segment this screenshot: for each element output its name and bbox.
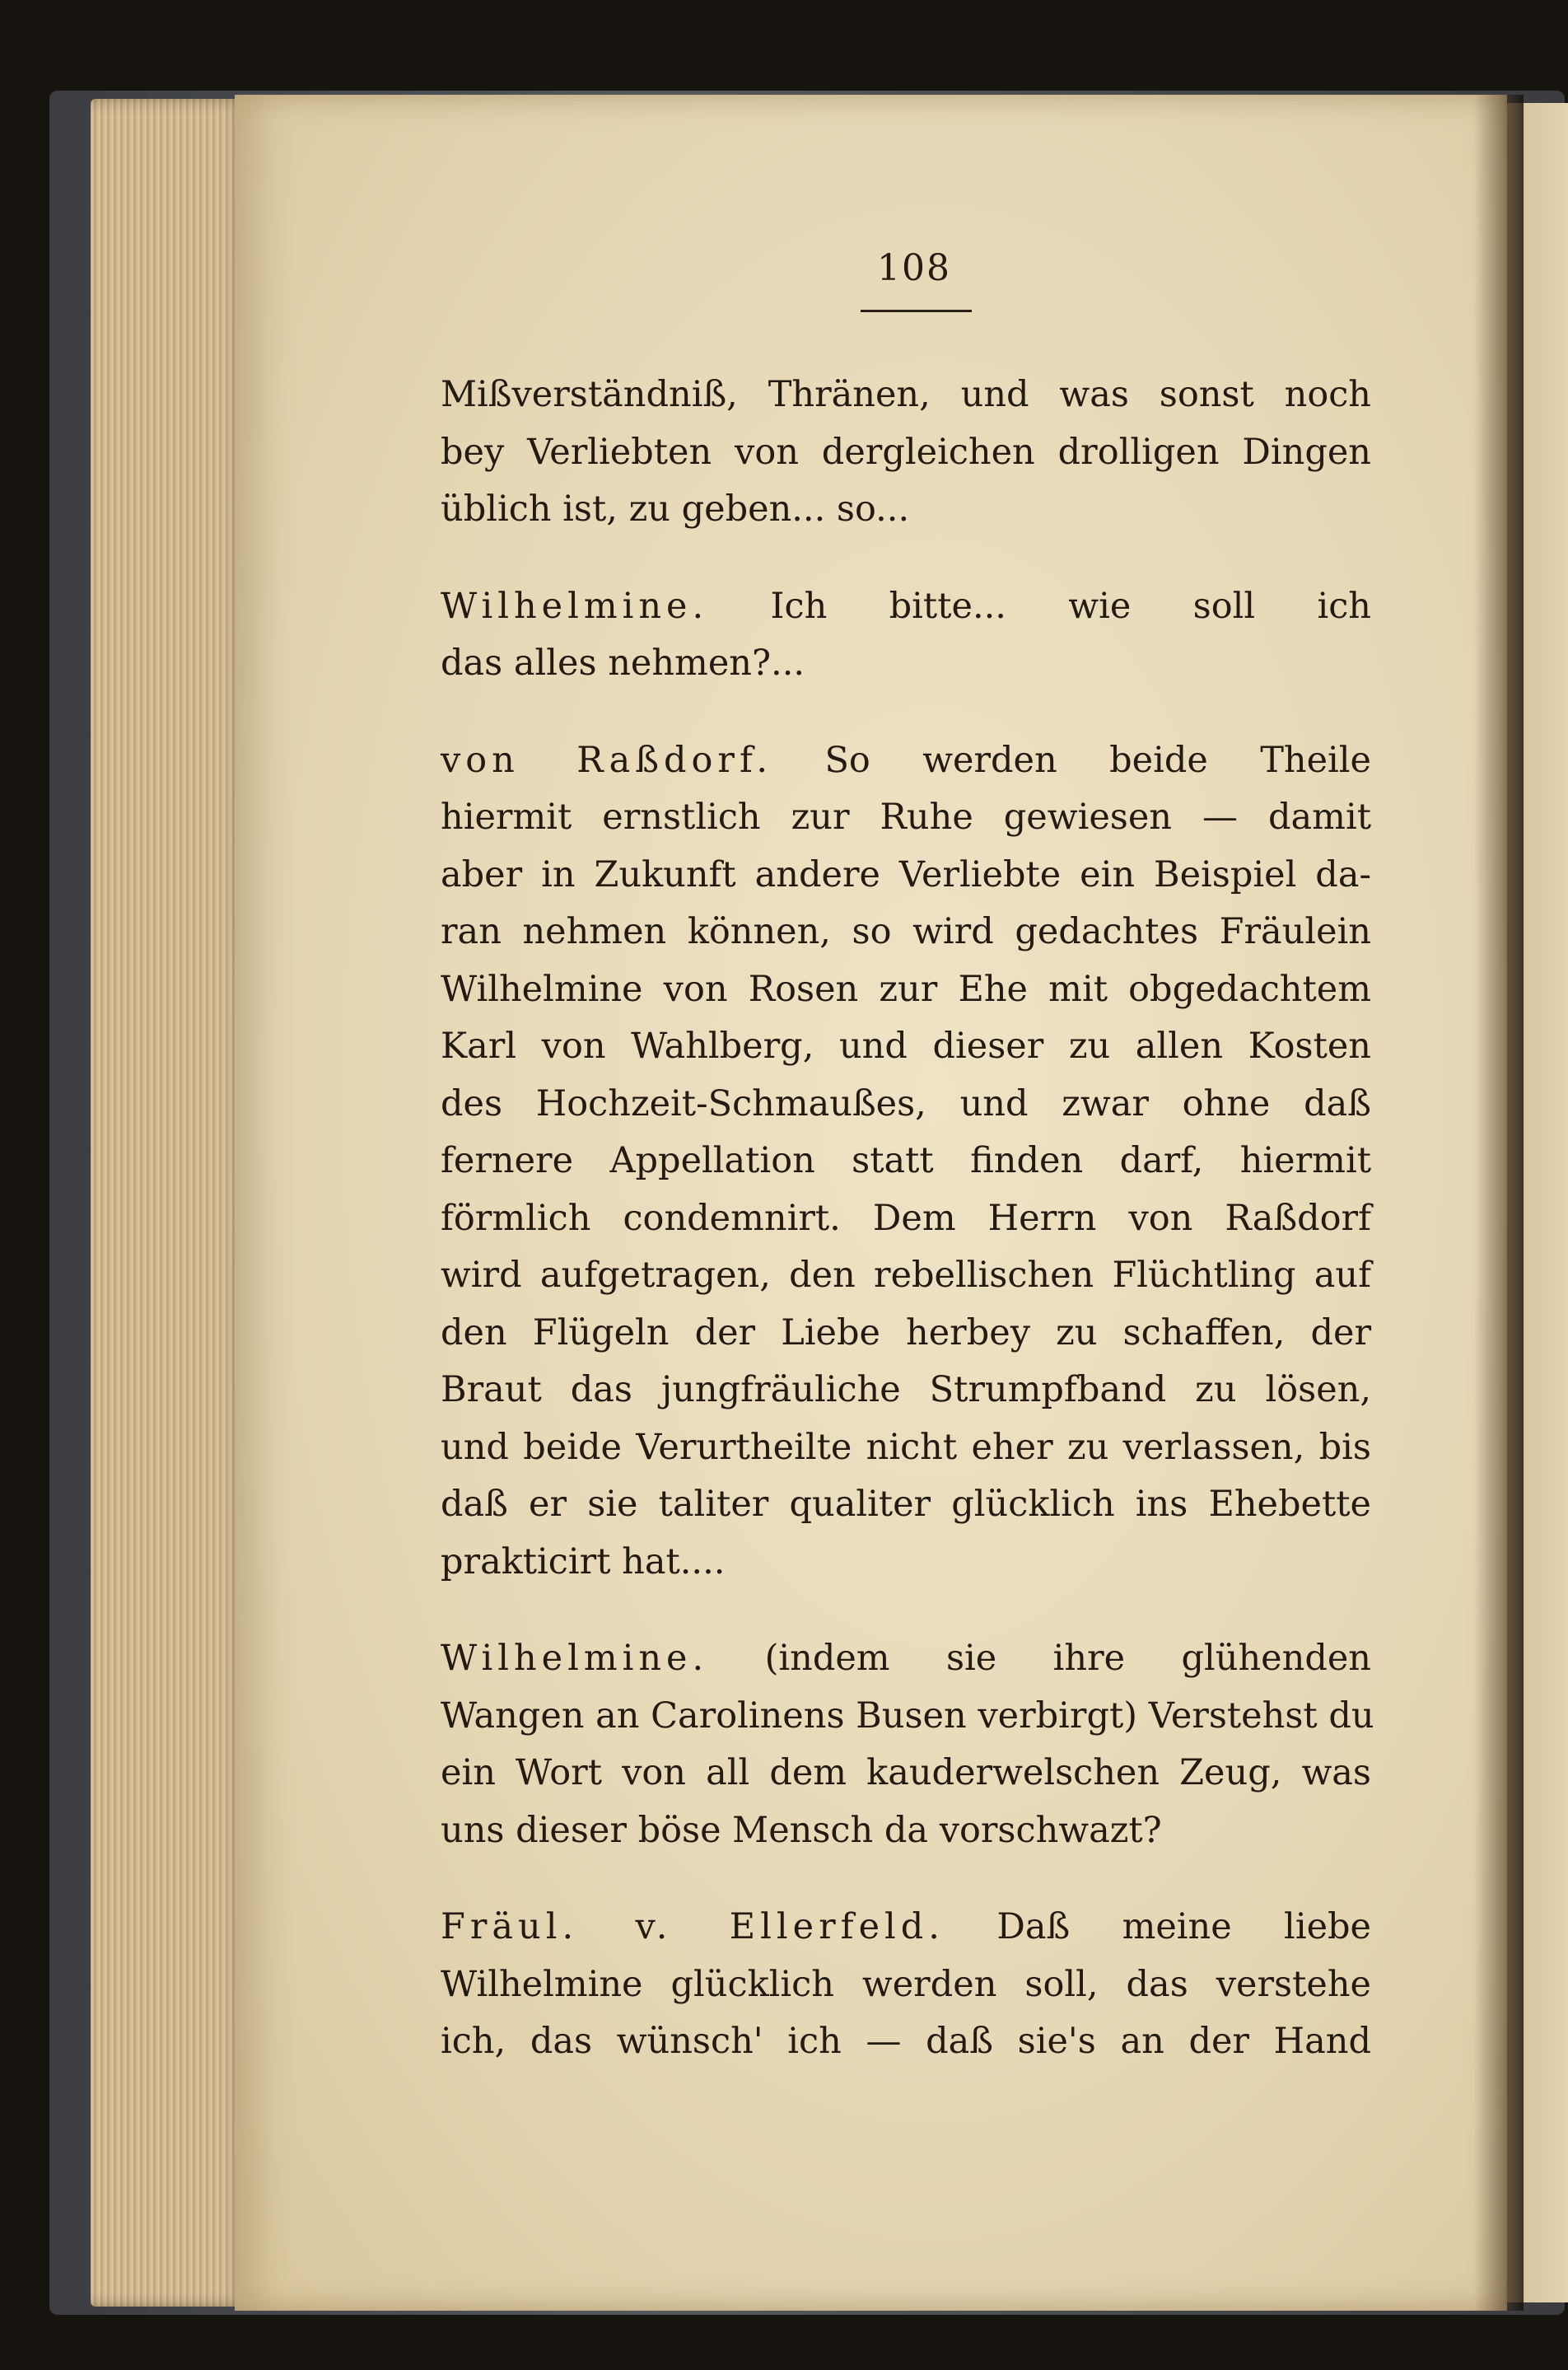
line-text: Wangen an Carolinens Busen verbirgt) Verstehst du [441,1695,1374,1737]
line-text: wird aufgetragen, den rebellischen Flüchtling auf [441,1255,1371,1296]
text-line [441,635,1371,693]
line-text: Ich bitte... wie soll ich [708,585,1371,627]
text-line [441,367,1371,424]
text-line [441,1688,1374,1746]
page-edges [91,99,247,2307]
line-text: fernere Appellation statt finden darf, hiermit [441,1140,1371,1181]
text-line [441,1190,1371,1248]
line-text: ich, das wünsch' ich — daß sie's an der Hand [441,2021,1371,2062]
text-line [441,424,1371,482]
line-text: den Flügeln der Liebe herbey zu schaffen, der [441,1311,1371,1353]
text-line [441,789,1371,847]
line-text: So werden beide Theile [772,739,1372,781]
page-number-rule [861,310,972,312]
text-line [441,1956,1371,2014]
text-line [441,961,1371,1019]
line-text: Karl von Wahlberg, und dieser zu allen Kosten [441,1026,1371,1067]
text-line [441,732,1371,790]
speaker-name: Wilhelmine. [441,585,709,627]
text-line [441,1899,1371,1956]
text-line [441,578,1371,636]
line-text: Wilhelmine glücklich werden soll, das verstehe [441,1963,1371,2005]
paragraph [441,732,1371,1592]
line-text: aber in Zukunft andere Verliebte ein Beispiel da- [441,853,1371,895]
speaker-name: Fräul. v. Ellerfeld. [441,1906,945,1947]
text-line [441,847,1371,905]
paragraph [441,367,1371,539]
line-text: hiermit ernstlich zur Ruhe gewiesen — damit [441,797,1371,838]
paragraph-gap [441,693,1371,732]
paragraph-gap [441,1591,1371,1630]
line-text: das alles nehmen?... [441,643,805,684]
line-text: und beide Verurtheilte nicht eher zu verlassen, bis [441,1426,1371,1468]
speaker-name: Wilhelmine. [441,1638,709,1679]
paragraph-gap [441,539,1371,578]
body-text [441,367,1374,2071]
page-number: 108 [877,247,951,289]
line-text: Braut das jungfräuliche Strumpfband zu lösen, [441,1369,1371,1410]
text-line [441,1802,1371,1860]
paragraph-gap [441,1859,1371,1899]
line-text: daß er sie taliter qualiter glücklich ins Ehebette [441,1484,1371,1525]
text-line [441,1419,1371,1477]
paragraph [441,578,1371,693]
text-line [441,1247,1371,1305]
line-text: des Hochzeit-Schmaußes, und zwar ohne daß [441,1082,1371,1124]
text-line [441,1018,1371,1076]
line-text: bey Verliebten von dergleichen drolligen Dingen [441,431,1371,473]
paragraph [441,1899,1371,2071]
speaker-name: von Raßdorf. [441,739,773,781]
text-line [441,1534,1371,1592]
line-text: Mißverständniß, Thränen, und was sonst noch [441,374,1371,415]
text-line [441,1305,1371,1363]
line-text: prakticirt hat.... [441,1540,726,1582]
line-text: (indem sie ihre glühenden [708,1638,1371,1679]
line-text: Daß meine liebe [944,1906,1371,1947]
line-text: üblich ist, zu geben... so... [441,488,910,530]
line-text: Wilhelmine von Rosen zur Ehe mit obgedachtem [441,968,1371,1010]
text-line [441,1630,1371,1688]
text-line [441,1133,1371,1190]
line-text: ein Wort von all dem kauderwelschen Zeug, was [441,1752,1371,1793]
page-gutter [1474,95,1524,2311]
line-text: förmlich condemnirt. Dem Herrn von Raßdorf [441,1197,1371,1239]
text-line [441,904,1371,961]
text-line [441,1476,1371,1534]
line-text: ran nehmen können, so wird gedachtes Fräulein [441,911,1371,952]
text-line [441,1745,1371,1802]
text-line [441,481,1371,539]
paragraph [441,1630,1374,1859]
text-line [441,2013,1371,2071]
text-line [441,1076,1371,1134]
text-line [441,1362,1371,1419]
line-text: uns dieser böse Mensch da vorschwazt? [441,1809,1162,1851]
